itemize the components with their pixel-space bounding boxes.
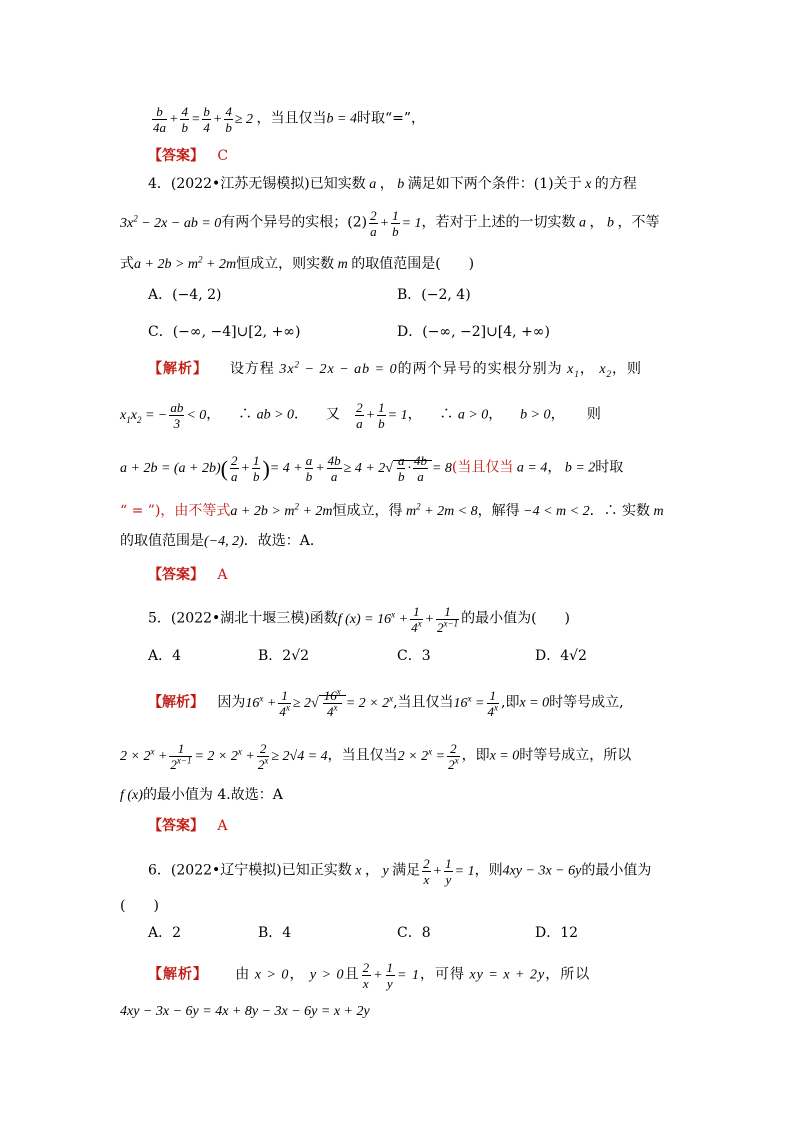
q5-option-c: C．3 <box>397 648 431 664</box>
answer-q5: 【答案】 A <box>148 818 228 834</box>
q5-stem: 5．(2022•湖北十堰三模)函数f $(x) = 16^x$ + $\frac{1}{4^x}$ + $\frac{1}{2^{x-1}}$ 的最小值为( ) <box>148 604 571 635</box>
answer-q3: 【答案】 C <box>148 148 229 164</box>
q4-analysis-line1: 【解析】 设方程 $3x^2 - 2x$ − ab = 0的两个异号的实根分别为 $x_1$， $x_2$，则 <box>148 359 643 379</box>
q4-analysis-line5: 的取值范围是(−4, 2)．故选：A． <box>120 533 324 549</box>
q5-option-b: B．2√2 <box>258 648 310 664</box>
q6-analysis-line2: 4xy − 3x − 6y = 4x + 8y − 3x − 6y = x + 2y <box>120 1004 370 1019</box>
q6-option-c: C．8 <box>397 925 431 941</box>
q4-stem-line2: $3x^2 - 2x$ − ab = 0有两个异号的实根；(2) $\frac{2}{a}$ + $\frac{1}{b}$ = 1，若对于上述的一切实数 a ， b ，不等 <box>120 208 660 239</box>
q5-analysis-line1: 【解析】 因为$16^x$ + $\frac{1}{4^x}$ ≥ 2√ $\frac{16^x}{4^x}$ = $2 \times 2^x$,当且仅当$16^x$ = $\frac{1}{4^x}$ ,即x = 0时等号成立, <box>148 686 624 719</box>
q6-analysis-line1: 【解析】 由 x > 0， y > 0且 $\frac{2}{x}$ + $\frac{1}{y}$ = 1，可得 xy = x + 2y，所以 <box>148 960 591 991</box>
q6-option-d: D．12 <box>535 925 579 941</box>
q4-analysis-line4: “ = ”)，由不等式$a + 2b > m^2 + 2m$恒成立，得 $m^2 + 2m < 8$，解得 −4 < m < 2．∴ 实数 m <box>120 501 664 519</box>
q4-option-c: C．(−∞, −4]∪[2, +∞) <box>148 324 301 340</box>
q4-option-b: B．(−2, 4) <box>397 287 471 303</box>
q5-option-a: A．4 <box>148 648 182 664</box>
q6-stem-line1: 6．(2022•辽宁模拟)已知正实数 x ， y 满足 $\frac{2}{x}$ + $\frac{1}{y}$ = 1，则4xy − 3x − 6y的最小值为 <box>148 856 652 887</box>
answer-q4: 【答案】 A <box>148 567 228 583</box>
q4-option-d: D．(−∞, −2]∪[4, +∞) <box>397 324 550 340</box>
q4-analysis-line3: a + 2b = (a + 2b)( $\frac{2}{a}$ + $\frac{1}{b}$ )= 4 + $\frac{a}{b}$ + $\frac{4b}{a}$ ≥ 4 + 2√ $\frac{a}{b}$ · $\frac{4b}{a}$ = 8(当且仅当 a = 4， b = 2时取 <box>120 453 624 484</box>
q5-option-d: D．4√2 <box>535 648 587 664</box>
q5-analysis-line3: f (x)的最小值为 4.故选：A <box>120 787 283 803</box>
q5-analysis-line2: $2 \times 2^x$ + $\frac{1}{2^{x-1}}$ = $2 \times 2^x$ + $\frac{2}{2^x}$ ≥ 2√4 = 4，当且仅当$2 \times 2^x$ = $\frac{2}{2^x}$ ，即x = 0时等号成立，所以 <box>120 741 632 772</box>
prev-solution-tail: $\frac{b}{4a}$ + $\frac{4}{b}$ = $\frac{b}{4}$ + $\frac{4}{b}$ ≥ 2 ，当且仅当b = 4时取“=”， <box>153 104 426 135</box>
q4-option-a: A．(−4, 2) <box>148 287 222 303</box>
q6-stem-line2: ( ) <box>120 898 159 914</box>
q4-stem-line3: 式$a + 2b > m^2 + 2m$恒成立，则实数 m 的取值范围是( ) <box>120 254 475 272</box>
q4-stem-line1: 4．(2022•江苏无锡模拟)已知实数 a ， b 满足如下两个条件：(1)关于 x 的方程 <box>148 176 637 192</box>
q6-option-a: A．2 <box>148 925 182 941</box>
q6-option-b: B．4 <box>258 925 292 941</box>
q4-analysis-line2: $x_1x_2$ = − $\frac{ab}{3}$ < 0， ∴ ab > 0． 又 $\frac{2}{a}$ + $\frac{1}{b}$ = 1， ∴ a > 0， b > 0， 则 <box>120 400 601 431</box>
